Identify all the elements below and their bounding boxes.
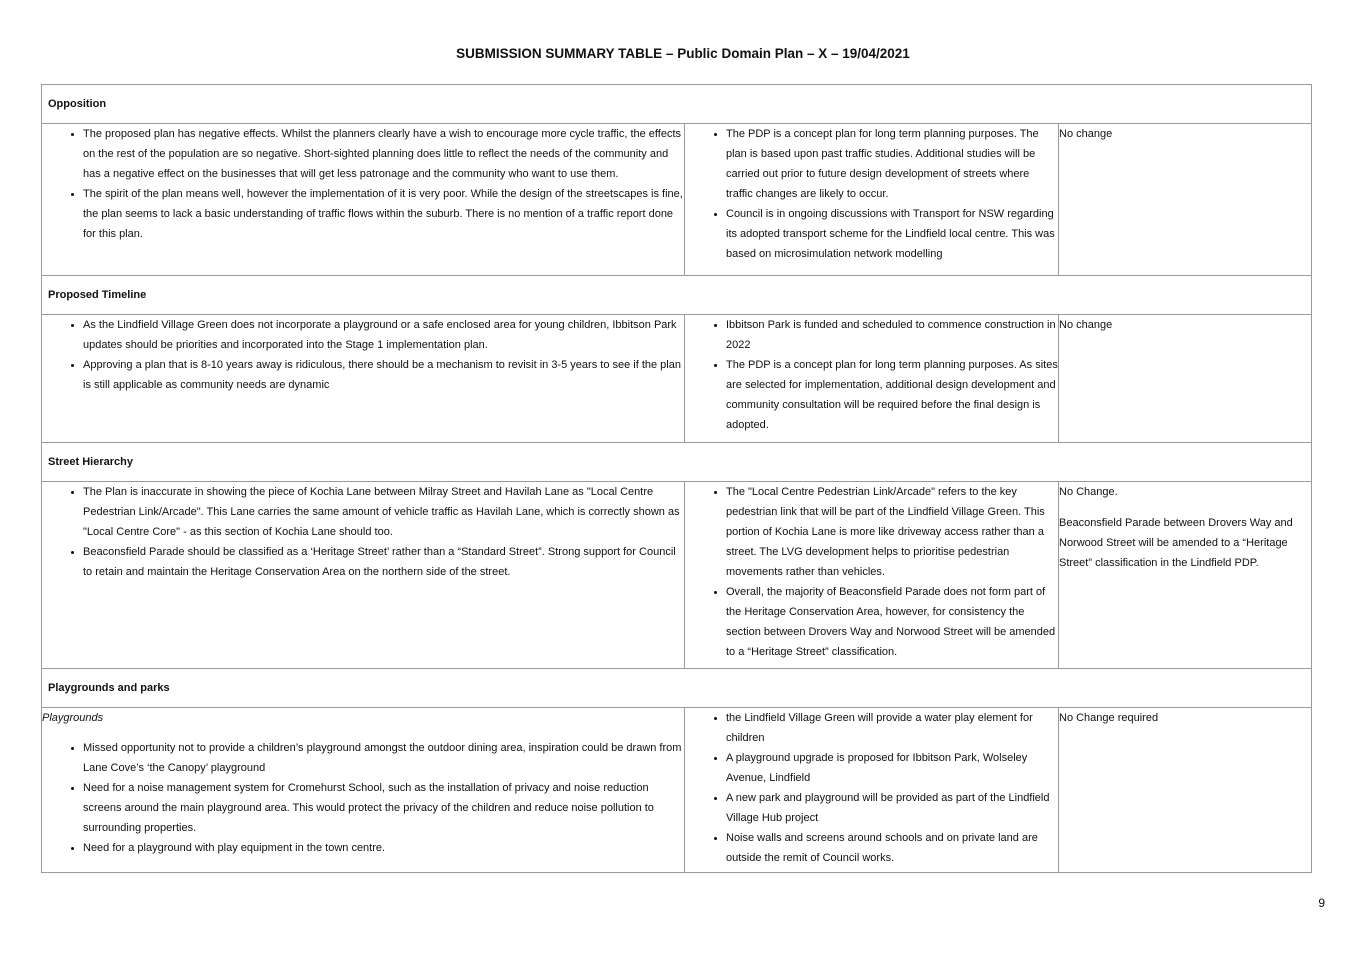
submission-cell xyxy=(42,708,685,873)
section-header-row xyxy=(42,669,1312,708)
outcome-text: No Change required xyxy=(1059,712,1159,724)
section-content-row xyxy=(42,315,1312,443)
submission-cell xyxy=(42,315,685,443)
response-item: • Ibbitson Park is funded and scheduled to commence construction in 2022 xyxy=(726,315,1058,355)
submission-subheading: Playgrounds xyxy=(42,712,104,724)
response-list xyxy=(685,708,1058,868)
submission-item: • Beaconsfield Parade should be classified as a ‘Heritage Street’ rather than a “Standard Street”. Strong support for Council to retain and maintain the Heritage Conservation Area on the northern side of the street. xyxy=(83,542,684,582)
submission-item: • As the Lindfield Village Green does not incorporate a playground or a safe enclosed area for young children, Ibbitson Park updates should be priorities and incorporated into the Stage 1 implementation plan. xyxy=(83,315,684,355)
response-item: • the Lindfield Village Green will provide a water play element for children xyxy=(726,708,1058,748)
submission-cell xyxy=(42,482,685,669)
response-list xyxy=(685,482,1058,662)
submission-cell xyxy=(42,124,685,276)
submission-item: • Approving a plan that is 8-10 years away is ridiculous, there should be a mechanism to revisit in 3-5 years to see if the plan is still applicable as community needs are dynamic xyxy=(83,355,684,395)
response-item: • A playground upgrade is proposed for Ibbitson Park, Wolseley Avenue, Lindfield xyxy=(726,748,1058,788)
section-heading: Opposition xyxy=(42,85,1312,124)
response-item: • Noise walls and screens around schools and on private land are outside the remit of Council works. xyxy=(726,828,1058,868)
submission-item: • Need for a playground with play equipment in the town centre. xyxy=(83,838,684,858)
section-heading: Proposed Timeline xyxy=(42,276,1312,315)
outcome-cell xyxy=(1059,315,1312,443)
response-cell xyxy=(685,315,1059,443)
submission-item: • Need for a noise management system for Cromehurst School, such as the installation of privacy and noise reduction screens around the main playground area. This would protect the privacy of the children and reduce noise pollution to surrounding properties. xyxy=(83,778,684,838)
section-header-row xyxy=(42,276,1312,315)
submission-item: • The Plan is inaccurate in showing the piece of Kochia Lane between Milray Street and Havilah Lane as "Local Centre Pedestrian Link/Arcade". This Lane carries the same amount of vehicle traffic as Havilah Lane, which is correctly shown as "Local Centre Core" - as this section of Kochia Lane should too. xyxy=(83,482,684,542)
outcome-cell xyxy=(1059,124,1312,276)
outcome-text: No change xyxy=(1059,128,1113,140)
response-cell xyxy=(685,124,1059,276)
section-content-row xyxy=(42,482,1312,669)
submission-list xyxy=(42,124,684,244)
response-item: • The PDP is a concept plan for long term planning purposes. As sites are selected for implementation, additional design development and community consultation will be required before the final design is adopted. xyxy=(726,355,1058,435)
outcome-text: Beaconsfield Parade between Drovers Way and Norwood Street will be amended to a “Heritage Street” classification in the Lindfield PDP. xyxy=(1059,517,1293,569)
response-list xyxy=(685,315,1058,435)
response-item: • A new park and playground will be provided as part of the Lindfield Village Hub project xyxy=(726,788,1058,828)
document-title: SUBMISSION SUMMARY TABLE – Public Domain Plan – X – 19/04/2021 xyxy=(456,46,910,61)
outcome-text: No change xyxy=(1059,319,1113,331)
page-number: 9 xyxy=(1318,896,1325,910)
response-item: • Overall, the majority of Beaconsfield Parade does not form part of the Heritage Conservation Area, however, for consistency the section between Drovers Way and Norwood Street will be amended to a “Heritage Street” classification. xyxy=(726,582,1058,662)
submission-list xyxy=(42,482,684,582)
submission-list xyxy=(42,738,684,858)
submission-item: • The proposed plan has negative effects. Whilst the planners clearly have a wish to encourage more cycle traffic, the effects on the rest of the population are so negative. Short-sighted planning does little to reflect the needs of the community and has a negative effect on the businesses that will get less patronage and the community who want to use them. xyxy=(83,124,684,184)
outcome-text: No Change. xyxy=(1059,486,1118,498)
response-item: • The "Local Centre Pedestrian Link/Arcade" refers to the key pedestrian link that will be part of the Lindfield Village Green. This portion of Kochia Lane is more like driveway access rather than a street. The LVG development helps to prioritise pedestrian movements rather than vehicles. xyxy=(726,482,1058,582)
outcome-cell xyxy=(1059,708,1312,873)
section-content-row xyxy=(42,124,1312,276)
submission-summary-table xyxy=(41,84,1312,873)
section-header-row xyxy=(42,443,1312,482)
response-item: • The PDP is a concept plan for long term planning purposes. The plan is based upon past traffic studies. Additional studies will be carried out prior to future design development of streets where traffic changes are likely to occur. xyxy=(726,124,1058,204)
submission-item: • The spirit of the plan means well, however the implementation of it is very poor. While the design of the streetscapes is fine, the plan seems to lack a basic understanding of traffic flows within the suburb. There is no mention of a traffic report done for this plan. xyxy=(83,184,684,244)
outcome-cell xyxy=(1059,482,1312,669)
section-content-row xyxy=(42,708,1312,873)
response-cell xyxy=(685,708,1059,873)
section-heading: Street Hierarchy xyxy=(42,443,1312,482)
response-list xyxy=(685,124,1058,264)
section-header-row xyxy=(42,85,1312,124)
response-cell xyxy=(685,482,1059,669)
section-heading: Playgrounds and parks xyxy=(42,669,1312,708)
submission-item: • Missed opportunity not to provide a children’s playground amongst the outdoor dining area, inspiration could be drawn from Lane Cove’s ‘the Canopy’ playground xyxy=(83,738,684,778)
response-item: • Council is in ongoing discussions with Transport for NSW regarding its adopted transport scheme for the Lindfield local centre. This was based on microsimulation network modelling xyxy=(726,204,1058,264)
submission-list xyxy=(42,315,684,395)
